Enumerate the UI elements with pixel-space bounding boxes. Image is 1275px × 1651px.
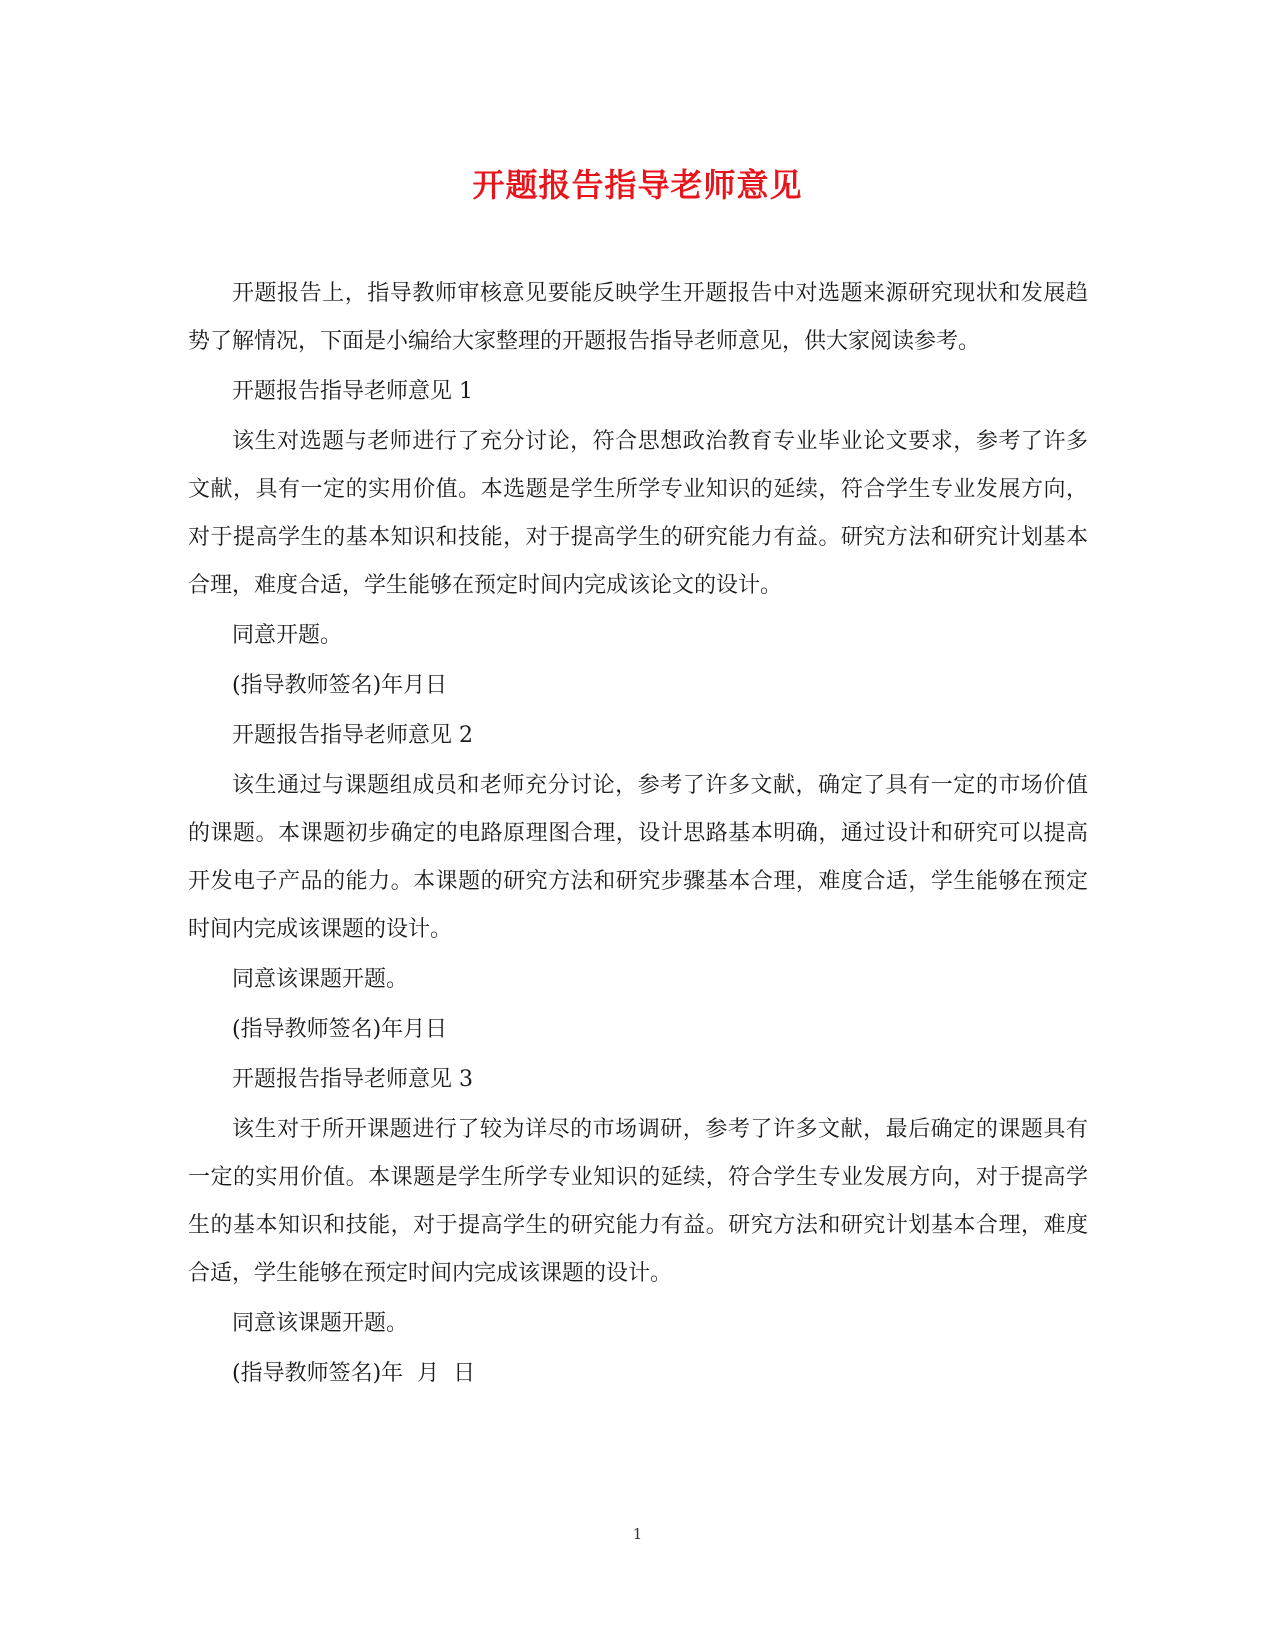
section-heading-1: 开题报告指导老师意见 1 [232, 379, 473, 404]
paragraph-opinion-1: 该生对选题与老师进行了充分讨论，符合思想政治教育专业毕业论文要求，参考了许多文献，具有一定的实用价值。本选题是学生所学专业知识的延续，符合学生专业发展方向，对于提高学生的基本知识和技能，对于提高学生的研究能力有益。研究方法和研究计划基本合理，难度合适，学生能够在预定时间内完成该论文的设计。 [188, 429, 1088, 598]
signature-line-3: (指导教师签名)年 月 日 [232, 1361, 476, 1386]
section-heading-2: 开题报告指导老师意见 2 [232, 723, 473, 748]
section-heading-3: 开题报告指导老师意见 3 [232, 1067, 473, 1092]
paragraph-opinion-3: 该生对于所开课题进行了较为详尽的市场调研，参考了许多文献，最后确定的课题具有一定的实用价值。本课题是学生所学专业知识的延续，符合学生专业发展方向，对于提高学生的基本知识和技能，对于提高学生的研究能力有益。研究方法和研究计划基本合理，难度合适，学生能够在预定时间内完成该课题的设计。 [188, 1117, 1088, 1286]
paragraph-intro: 开题报告上，指导教师审核意见要能反映学生开题报告中对选题来源研究现状和发展趋势了解情况，下面是小编给大家整理的开题报告指导老师意见，供大家阅读参考。 [188, 281, 1088, 354]
signature-line-1: (指导教师签名)年月日 [232, 673, 448, 698]
approval-3: 同意该课题开题。 [232, 1311, 409, 1336]
signature-line-2: (指导教师签名)年月日 [232, 1017, 448, 1042]
page-number: 1 [632, 1525, 643, 1543]
paragraph-opinion-2: 该生通过与课题组成员和老师充分讨论，参考了许多文献，确定了具有一定的市场价值的课题。本课题初步确定的电路原理图合理，设计思路基本明确，通过设计和研究可以提高开发电子产品的能力。本课题的研究方法和研究步骤基本合理，难度合适，学生能够在预定时间内完成该课题的设计。 [188, 773, 1088, 942]
document-title: 开题报告指导老师意见 [472, 166, 803, 204]
approval-1: 同意开题。 [232, 623, 343, 648]
approval-2: 同意该课题开题。 [232, 967, 409, 992]
document-body [188, 270, 1088, 1400]
